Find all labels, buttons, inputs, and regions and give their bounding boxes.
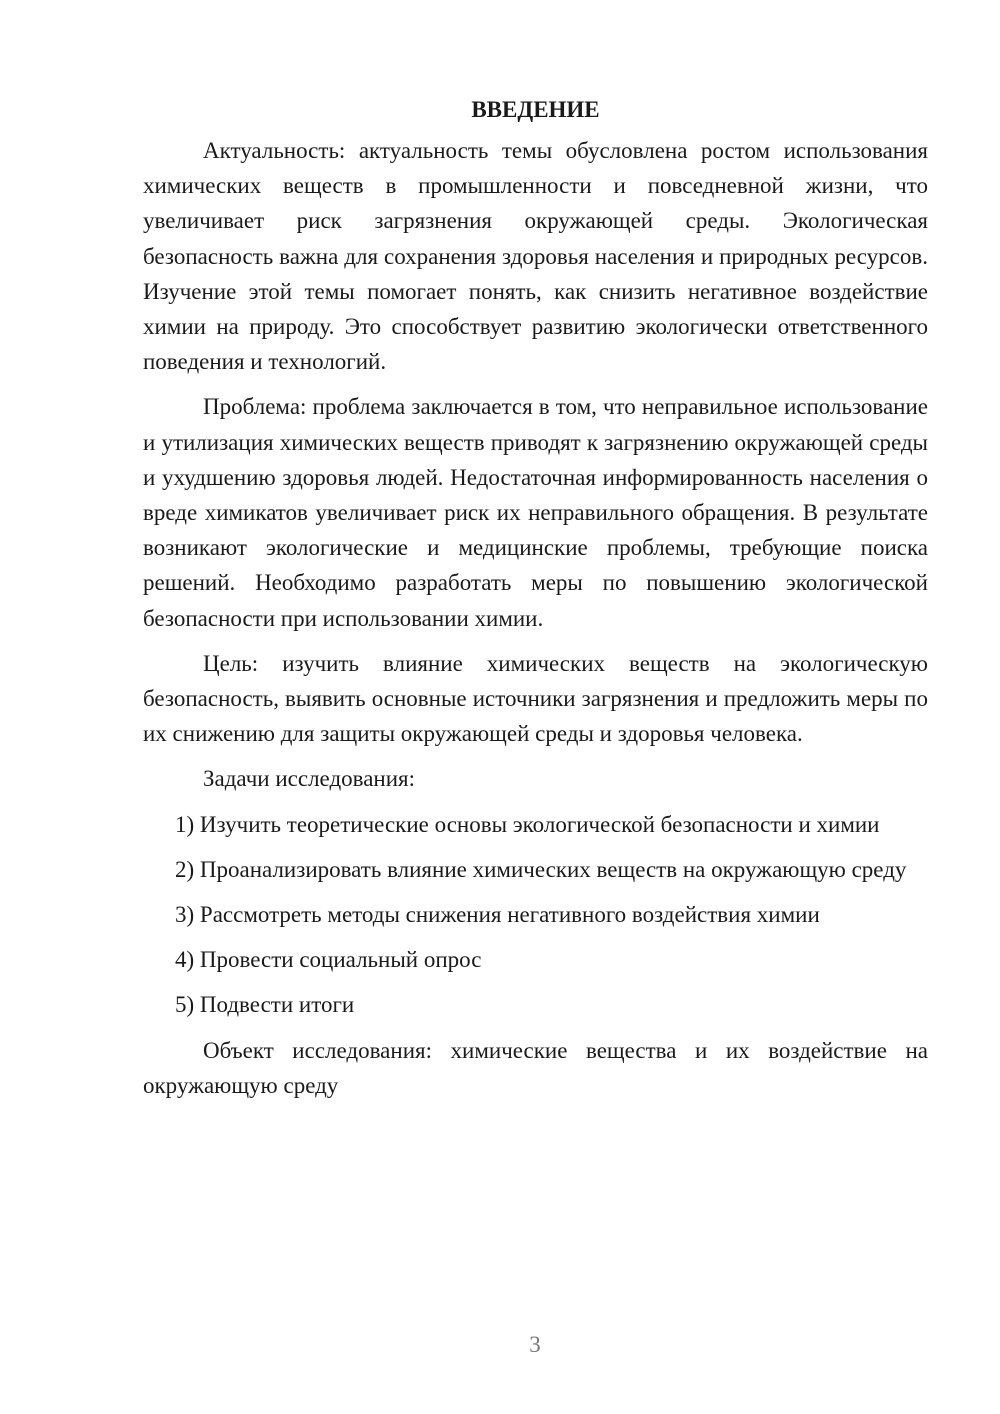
page-content [143, 92, 928, 1113]
task-item: 2) Проанализировать влияние химических веществ на окружающую среду [175, 856, 907, 882]
task-item: 5) Подвести итоги [175, 992, 355, 1018]
task-item: 3) Рассмотреть методы снижения негативного воздействия химии [175, 902, 820, 928]
paragraph-goal: Цель: изучить влияние химических веществ на экологическую безопасность, выявить основные источники загрязнения и предложить меры по их снижению для защиты окружающей среды и здоровья человека. [143, 650, 928, 747]
section-title: ВВЕДЕНИЕ [471, 97, 600, 122]
task-item: 1) Изучить теоретические основы экологической безопасности и химии [175, 811, 880, 837]
paragraph-problem: Проблема: проблема заключается в том, что неправильное использование и утилизация химических веществ приводят к загрязнению окружающей среды и ухудшению здоровья людей. Недостаточная информированность населения о вреде химикатов увеличивает риск их неправильного обращения. В результате возникают экологические и медицинские проблемы, требующие поиска решений. Необходимо разработать меры по повышению экологической безопасности при использовании химии. [143, 394, 928, 631]
paragraph-object: Объект исследования: химические вещества и их воздействие на окружающую среду [143, 1037, 928, 1098]
paragraph-relevance: Актуальность: актуальность темы обусловлена ростом использования химических веществ в промышленности и повседневной жизни, что увеличивает риск загрязнения окружающей среды. Экологическая безопасность важна для сохранения здоровья населения и природных ресурсов. Изучение этой темы помогает понять, как снизить негативное воздействие химии на природу. Это способствует развитию экологически ответственного поведения и технологий. [143, 138, 928, 375]
page-number: 3 [529, 1332, 541, 1357]
task-item: 4) Провести социальный опрос [175, 947, 482, 973]
tasks-heading: Задачи исследования: [203, 766, 416, 792]
